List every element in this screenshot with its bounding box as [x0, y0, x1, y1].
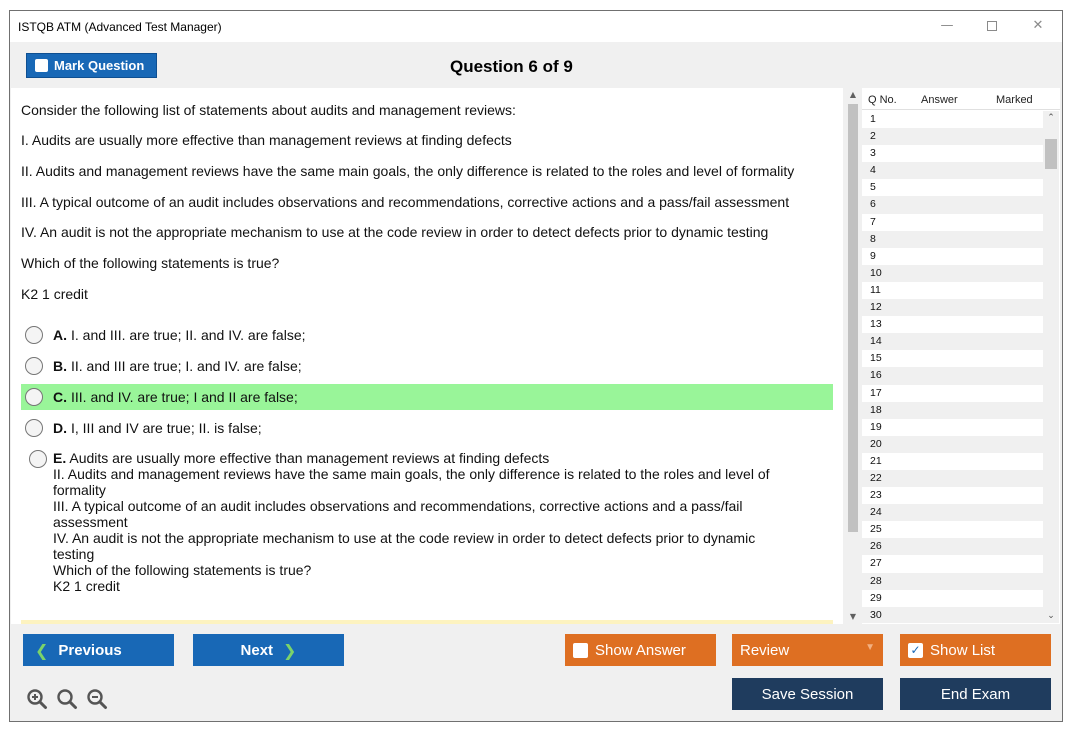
option-letter: C.	[53, 389, 67, 405]
show-list-checkbox[interactable]: ✓	[908, 643, 923, 658]
question-number: 21	[870, 454, 882, 467]
show-answer-button[interactable]	[565, 634, 716, 666]
question-list-row[interactable]	[862, 248, 1043, 265]
close-button[interactable]: ✕	[1032, 18, 1044, 33]
option-c[interactable]	[21, 384, 833, 410]
question-number: 7	[870, 215, 876, 228]
show-answer-label: Show Answer	[595, 641, 686, 659]
question-stem-line: IV. An audit is not the appropriate mechanism to use at the code review in order to detect defects prior to dynamic testing	[21, 224, 769, 240]
question-list-row[interactable]	[862, 162, 1043, 179]
col-answer: Answer	[921, 94, 958, 106]
question-number: 14	[870, 335, 882, 348]
zoom-reset-icon[interactable]	[56, 688, 78, 710]
scroll-up-icon[interactable]: ▲	[849, 90, 857, 99]
question-list-row[interactable]	[862, 196, 1043, 213]
question-number: 11	[870, 283, 881, 296]
next-label: Next	[240, 641, 274, 659]
question-list-row[interactable]	[862, 573, 1043, 590]
option-letter: A.	[53, 327, 67, 343]
question-list-row[interactable]	[862, 419, 1043, 436]
question-list-row[interactable]	[862, 282, 1043, 299]
question-list-row[interactable]	[862, 145, 1043, 162]
question-list-row[interactable]	[862, 607, 1043, 623]
zoom-out-icon[interactable]	[86, 688, 108, 710]
option-a-radio[interactable]	[25, 326, 43, 344]
question-stem-line: Consider the following list of statements about audits and management reviews:	[21, 102, 516, 118]
option-letter: E.	[53, 450, 67, 466]
question-number: 5	[870, 181, 876, 194]
chevron-up-icon[interactable]: ⌃	[1047, 113, 1055, 123]
question-credit: K2 1 credit	[21, 286, 88, 302]
question-list	[862, 111, 1043, 623]
explanation-strip	[21, 620, 833, 624]
question-stem-line: I. Audits are usually more effective than management reviews at finding defects	[21, 132, 512, 148]
question-number: 25	[870, 523, 882, 536]
option-e-line: III. A typical outcome of an audit includes observations and recommendations, corrective actions and a pass/fail	[53, 498, 743, 514]
question-list-row[interactable]	[862, 179, 1043, 196]
question-list-row[interactable]	[862, 333, 1043, 350]
col-qno: Q No.	[868, 94, 897, 106]
option-text: I, III and IV are true; II. is false;	[71, 420, 262, 436]
question-number: 20	[870, 437, 882, 450]
question-number: 9	[870, 249, 876, 262]
question-number: 17	[870, 386, 882, 399]
chevron-left-icon: ❮	[35, 640, 49, 660]
question-list-row[interactable]	[862, 504, 1043, 521]
question-list-row[interactable]	[862, 402, 1043, 419]
question-number: 10	[870, 266, 882, 279]
save-session-button[interactable]: Save Session	[732, 678, 883, 710]
question-list-row[interactable]	[862, 590, 1043, 607]
window-title: ISTQB ATM (Advanced Test Manager)	[18, 20, 222, 34]
question-stem-line: II. Audits and management reviews have the same main goals, the only difference is related to the roles and level of formality	[21, 163, 795, 179]
review-label: Review	[740, 641, 790, 659]
question-number: 4	[870, 164, 876, 177]
question-number: 2	[870, 130, 876, 143]
show-answer-checkbox[interactable]	[573, 643, 588, 658]
question-list-row[interactable]	[862, 350, 1043, 367]
question-scrollbar[interactable]	[845, 88, 861, 624]
option-a[interactable]	[21, 322, 833, 348]
question-list-row[interactable]	[862, 265, 1043, 282]
question-list-row[interactable]	[862, 367, 1043, 384]
option-e-line: IV. An audit is not the appropriate mechanism to use at the code review in order to detect defects prior to dynamic	[53, 530, 756, 546]
app-window	[9, 10, 1063, 722]
next-button[interactable]	[193, 634, 344, 666]
list-scroll-thumb[interactable]	[1045, 139, 1057, 169]
option-e-line: assessment	[53, 514, 128, 530]
question-number: 24	[870, 506, 882, 519]
maximize-icon	[987, 21, 997, 31]
option-e-line: K2 1 credit	[53, 578, 120, 594]
question-stem-line: III. A typical outcome of an audit includes observations and recommendations, corrective actions and a pass/fail assessment	[21, 194, 790, 210]
show-list-button[interactable]	[900, 634, 1051, 666]
option-e-line: testing	[53, 546, 95, 562]
question-list-panel	[862, 88, 1060, 624]
question-number: 28	[870, 574, 882, 587]
previous-button[interactable]	[23, 634, 174, 666]
question-number: 3	[870, 147, 876, 160]
question-number: 27	[870, 557, 882, 570]
scroll-down-icon[interactable]: ▼	[849, 612, 857, 621]
scroll-thumb[interactable]	[848, 104, 858, 532]
question-list-row[interactable]	[862, 470, 1043, 487]
question-list-row[interactable]	[862, 538, 1043, 555]
option-text: III. and IV. are true; I and II are false;	[71, 389, 298, 405]
option-d-radio[interactable]	[25, 419, 43, 437]
option-b-radio[interactable]	[25, 357, 43, 375]
option-text: II. and III are true; I. and IV. are false;	[71, 358, 302, 374]
question-panel	[11, 88, 843, 624]
option-e-radio[interactable]	[29, 450, 47, 468]
question-number: 29	[870, 591, 882, 604]
option-text: I. and III. are true; II. and IV. are false;	[71, 327, 306, 343]
mark-question-checkbox[interactable]	[35, 59, 48, 72]
option-letter: B.	[53, 358, 67, 374]
option-b[interactable]	[21, 353, 833, 379]
minimize-button[interactable]: —	[940, 18, 954, 33]
question-stem-line: Which of the following statements is true?	[21, 255, 280, 271]
question-counter: Question 6 of 9	[450, 57, 573, 76]
question-list-row[interactable]	[862, 436, 1043, 453]
question-list-row[interactable]	[862, 487, 1043, 504]
question-number: 13	[870, 318, 882, 331]
col-marked: Marked	[996, 94, 1033, 106]
option-e-line: Audits are usually more effective than management reviews at finding defects	[69, 450, 550, 466]
question-number: 1	[870, 113, 876, 125]
zoom-in-icon[interactable]	[26, 688, 48, 710]
question-number: 22	[870, 471, 882, 484]
option-e-line: formality	[53, 482, 106, 498]
option-e-line: Which of the following statements is true?	[53, 562, 312, 578]
question-list-row[interactable]	[862, 316, 1043, 333]
option-e-line: II. Audits and management reviews have the same main goals, the only difference is related to the roles and level of	[53, 466, 770, 482]
chevron-down-icon[interactable]: ⌄	[1047, 611, 1055, 621]
chevron-right-icon: ❯	[283, 640, 297, 660]
question-number: 16	[870, 369, 882, 382]
question-list-row[interactable]	[862, 385, 1043, 402]
question-number: 23	[870, 489, 882, 502]
question-list-row[interactable]	[862, 299, 1043, 316]
question-list-row[interactable]	[862, 128, 1043, 145]
option-c-radio[interactable]	[25, 388, 43, 406]
option-e-text	[53, 450, 823, 594]
end-exam-button[interactable]: End Exam	[900, 678, 1051, 710]
question-number: 6	[870, 198, 876, 211]
list-scrollbar[interactable]	[1043, 111, 1059, 623]
question-list-row[interactable]	[862, 214, 1043, 231]
mark-question-label: Mark Question	[54, 58, 145, 73]
question-list-row[interactable]	[862, 231, 1043, 248]
option-letter: D.	[53, 420, 67, 436]
maximize-button[interactable]	[977, 15, 1007, 37]
question-list-header	[862, 88, 1060, 110]
question-number: 26	[870, 540, 882, 553]
question-number: 18	[870, 403, 882, 416]
question-number: 19	[870, 420, 882, 433]
previous-label: Previous	[58, 641, 122, 659]
question-number: 8	[870, 232, 876, 245]
question-number: 30	[870, 608, 882, 621]
question-list-row[interactable]	[862, 521, 1043, 538]
title-bar	[10, 11, 1062, 42]
question-number: 12	[870, 301, 882, 314]
show-list-label: Show List	[930, 641, 996, 659]
question-number: 15	[870, 352, 882, 365]
question-list-row[interactable]	[862, 453, 1043, 470]
question-list-row[interactable]	[862, 555, 1043, 572]
option-d[interactable]	[21, 415, 833, 441]
dropdown-arrow-icon: ▼	[865, 642, 875, 653]
review-dropdown[interactable]	[732, 634, 883, 666]
mark-question-button[interactable]	[26, 53, 157, 78]
question-list-row[interactable]	[862, 111, 1043, 128]
